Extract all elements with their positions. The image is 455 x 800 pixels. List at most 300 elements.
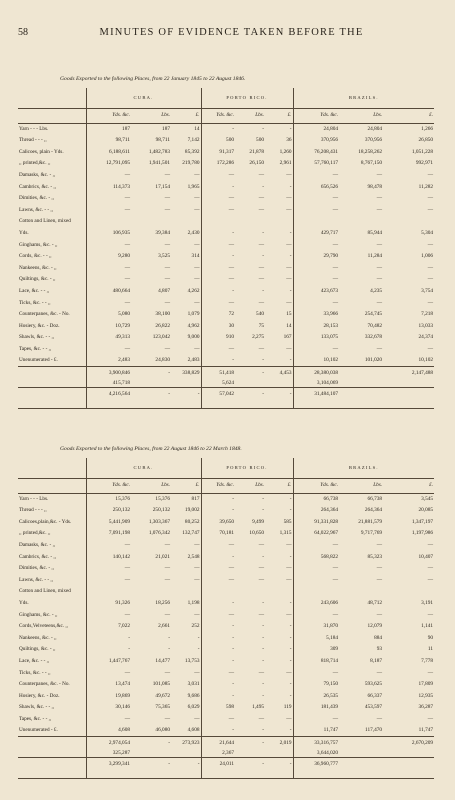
total-cell: [171, 379, 201, 388]
export-table-1845-1846: [18, 88, 434, 409]
table-cell: 9,686: [187, 692, 200, 699]
table-cell: -: [201, 656, 235, 668]
table-row: [18, 205, 434, 217]
table-cell: 48,712: [367, 599, 383, 606]
total-cell: -: [235, 367, 265, 379]
unit-heading: £.: [171, 479, 201, 494]
table-cell: -: [262, 287, 264, 294]
table-row: [18, 297, 434, 309]
table-cell: 1,315: [279, 530, 292, 537]
table-cell: 12,935: [418, 692, 434, 699]
table-cell: 370,956: [293, 135, 339, 147]
table-row: [18, 505, 434, 517]
table-row: [18, 309, 434, 321]
table-cell: —: [164, 611, 170, 618]
table-cell: [201, 216, 235, 228]
table-row: [18, 228, 434, 240]
table-cell: —: [427, 299, 434, 306]
table-row: [18, 598, 434, 610]
table-row: [18, 124, 434, 136]
totals-row: [18, 388, 434, 400]
table-cell: 18,256: [155, 599, 170, 606]
table-cell: -: [201, 494, 235, 506]
table-row: [18, 679, 434, 691]
unit-heading: Yds. &c.: [201, 479, 235, 494]
place-heading: PORTO RICO.: [201, 88, 293, 109]
table-cell: -: [201, 505, 235, 517]
table-cell: 1,198: [187, 599, 200, 606]
table-cell: —: [164, 565, 170, 572]
unit-heading: Lbs.: [235, 479, 265, 494]
table-cell: -: [197, 646, 200, 653]
row-label: Quiltings, &c. - ,,: [19, 276, 56, 283]
total-cell: 3,644,020: [293, 749, 339, 758]
table-cell: —: [194, 241, 200, 248]
table-cell: 101,085: [152, 681, 170, 688]
totals-row: [18, 367, 434, 379]
table-cell: 39,384: [155, 229, 170, 236]
row-label: Hosiery, &c. - Doz.: [19, 322, 60, 329]
table-cell: 4,807: [158, 287, 170, 294]
table-cell: —: [286, 715, 292, 722]
table-cell: 370,956: [364, 137, 383, 144]
table-cell: —: [376, 172, 383, 179]
table-cell: 4,962: [187, 322, 200, 329]
row-label: ,, printed,&c. ,,: [19, 160, 51, 167]
row-label: Thread - - - ,,: [19, 137, 47, 144]
table-cell: —: [201, 540, 235, 552]
table-cell: —: [86, 170, 131, 182]
table-cell: —: [293, 563, 339, 575]
total-cell: -: [235, 758, 265, 770]
table-cell: —: [293, 714, 339, 726]
table-cell: —: [258, 206, 264, 213]
total-cell: 273,923: [171, 737, 201, 749]
table-cell: 2,430: [187, 229, 200, 236]
table-cell: 36: [286, 137, 292, 144]
table-row: [18, 621, 434, 633]
table-cell: 500: [201, 135, 235, 147]
row-label: Cotton and Linen, mixed: [19, 218, 71, 225]
table-row: [18, 517, 434, 529]
table-cell: —: [427, 206, 434, 213]
table-cell: -: [201, 644, 235, 656]
table-cell: —: [86, 274, 131, 286]
table-cell: 593,625: [364, 681, 383, 688]
table-cell: —: [293, 263, 339, 275]
row-label: Tapes, &c. - - ,,: [19, 715, 52, 722]
table-cell: —: [258, 611, 264, 618]
unit-heading: Yds. &c.: [86, 479, 131, 494]
table-cell: 10,650: [249, 530, 264, 537]
table-cell: —: [201, 667, 235, 679]
table-cell: 3,754: [421, 287, 434, 294]
table-cell: 36,287: [418, 704, 434, 711]
total-cell: [383, 749, 434, 758]
table-cell: —: [194, 206, 200, 213]
table-cell: -: [289, 623, 292, 630]
total-cell: 2,974,054: [86, 737, 131, 749]
row-label: Cords, &c. - - ,,: [19, 253, 52, 260]
table-cell: -: [86, 633, 131, 645]
table-cell: —: [201, 575, 235, 587]
table-cell: 9,717,769: [360, 530, 383, 537]
table-cell: —: [86, 344, 131, 356]
table-cell: -: [289, 507, 292, 514]
table-cell: —: [194, 669, 200, 676]
export-table-1846-1848: [18, 458, 434, 779]
table-cell: 3,191: [421, 599, 434, 606]
table-cell: 30,146: [86, 702, 131, 714]
table-row: [18, 691, 434, 703]
table-cell: —: [376, 565, 383, 572]
table-cell: —: [258, 715, 264, 722]
table-cell: -: [289, 287, 292, 294]
table-cell: 11,747: [293, 725, 339, 737]
table-cell: 2,548: [187, 553, 200, 560]
table-cell: 14: [286, 322, 292, 329]
table-cell: —: [376, 576, 383, 583]
total-cell: -: [131, 758, 171, 770]
table-cell: 31,870: [293, 621, 339, 633]
table-row: [18, 216, 434, 228]
table-cell: —: [194, 172, 200, 179]
row-label: Counterpanes, &c. - No.: [19, 311, 70, 318]
row-label: Cotton and Linen, mixed: [19, 588, 71, 595]
unit-heading: £.: [171, 109, 201, 124]
table-cell: —: [164, 715, 170, 722]
total-cell: 33,316,757: [293, 737, 339, 749]
total-cell: -: [171, 388, 201, 400]
table-row: [18, 667, 434, 679]
table-cell: 9,000: [187, 334, 200, 341]
table-cell: —: [376, 195, 383, 202]
table-row: [18, 494, 434, 506]
table-cell: [131, 216, 171, 228]
table-cell: -: [201, 633, 235, 645]
table-cell: —: [86, 609, 131, 621]
total-cell: -: [235, 388, 265, 400]
units-row: [18, 479, 434, 494]
table-cell: 5,080: [86, 309, 131, 321]
table-cell: -: [201, 286, 235, 298]
table-cell: [235, 216, 265, 228]
table-cell: 85,323: [367, 553, 383, 560]
table-cell: -: [289, 253, 292, 260]
table-cell: 13,474: [86, 679, 131, 691]
table-cell: [86, 586, 131, 598]
row-label: Yds.: [19, 230, 29, 237]
table-cell: 26,822: [155, 322, 170, 329]
table-cell: 11,747: [418, 727, 434, 734]
table-cell: —: [164, 264, 170, 271]
table-cell: 2,483: [86, 355, 131, 367]
table-cell: —: [86, 540, 131, 552]
table-cell: -: [262, 183, 264, 190]
table-row: [18, 714, 434, 726]
table-cell: —: [86, 563, 131, 575]
table-cell: 75,365: [155, 704, 170, 711]
total-cell: 2,147,488: [383, 367, 434, 379]
table-cell: —: [194, 715, 200, 722]
table-cell: 5,441,909: [86, 517, 131, 529]
row-label: Cords,Velveteens,&c. ,,: [19, 623, 68, 630]
table-cell: —: [86, 714, 131, 726]
table-cell: [339, 216, 383, 228]
table-cell: 5,184: [293, 633, 339, 645]
table-cell: -: [262, 599, 264, 606]
table-row: [18, 586, 434, 598]
row-label: Hosiery, &c. - Doz.: [19, 692, 60, 699]
row-label: Lace, &c. - - ,,: [19, 288, 50, 294]
row-label: Ginghams, &c. - ,,: [19, 241, 58, 248]
total-cell: 2,019: [265, 737, 293, 749]
table-cell: -: [262, 657, 264, 664]
table-cell: 64,022,967: [293, 528, 339, 540]
table-cell: 91,317: [201, 147, 235, 159]
table-cell: 2,275: [252, 334, 264, 341]
running-title: MINUTES OF EVIDENCE TAKEN BEFORE THE: [99, 27, 364, 38]
table-cell: —: [286, 576, 292, 583]
table-cell: —: [427, 172, 434, 179]
table-cell: 181,439: [293, 702, 339, 714]
table-cell: 9,499: [252, 518, 264, 525]
table-cell: 17,154: [155, 183, 170, 190]
table-cell: -: [289, 646, 292, 653]
table-cell: —: [258, 542, 264, 549]
table-row: [18, 633, 434, 645]
table-cell: —: [258, 195, 264, 202]
totals-row: [18, 758, 434, 770]
table-cell: 7,218: [421, 311, 434, 318]
row-label: Calicoes, plain - Yds.: [19, 148, 64, 155]
total-cell: -: [265, 388, 293, 400]
total-cell: 21,644: [201, 737, 235, 749]
table-row: [18, 575, 434, 587]
table-cell: 39,650: [201, 517, 235, 529]
table-cell: -: [262, 681, 264, 688]
table-row: [18, 344, 434, 356]
table-cell: 133,075: [293, 332, 339, 344]
table-cell: 10,102: [293, 355, 339, 367]
table-cell: 1,076,342: [148, 530, 170, 537]
table-cell: [265, 216, 293, 228]
table-cell: —: [86, 297, 131, 309]
table-cell: -: [201, 598, 235, 610]
table-cell: 1,266: [421, 125, 434, 132]
table-cell: —: [293, 205, 339, 217]
table-cell: 252: [191, 623, 200, 630]
table-cell: —: [286, 172, 292, 179]
table-cell: 29,790: [293, 251, 339, 263]
table-cell: 76,208,431: [293, 147, 339, 159]
table-cell: —: [201, 274, 235, 286]
table-cell: -: [201, 679, 235, 691]
table-cell: —: [86, 193, 131, 205]
table-cell: -: [262, 229, 264, 236]
table-cell: 30: [201, 321, 235, 333]
row-label: Dimities, &c. - ,,: [19, 565, 55, 572]
table-cell: 8,767,150: [360, 160, 383, 167]
table-cell: —: [293, 344, 339, 356]
table-cell: —: [293, 239, 339, 251]
total-cell: -: [235, 737, 265, 749]
table-cell: —: [258, 299, 264, 306]
total-cell: [131, 379, 171, 388]
unit-heading: Lbs.: [131, 109, 171, 124]
table-cell: —: [164, 172, 170, 179]
table-cell: 140,142: [86, 551, 131, 563]
table-cell: 70,482: [367, 322, 383, 329]
table-cell: 585: [283, 518, 292, 525]
table-cell: 19,002: [184, 507, 200, 514]
row-label: Yarn - - - Lbs.: [19, 495, 49, 502]
table-cell: 91,331,828: [293, 517, 339, 529]
table-cell: -: [201, 251, 235, 263]
table-cell: —: [258, 241, 264, 248]
total-cell: -: [131, 388, 171, 400]
table-cell: —: [427, 611, 434, 618]
table-cell: 20,085: [418, 507, 434, 514]
table-cell: —: [86, 239, 131, 251]
total-cell: [383, 388, 434, 400]
table-cell: 8,187: [370, 657, 383, 664]
table-cell: —: [376, 345, 383, 352]
table-cell: 7,022: [86, 621, 131, 633]
table-cell: —: [293, 274, 339, 286]
table-cell: —: [86, 263, 131, 275]
table-cell: 123,042: [152, 334, 170, 341]
table-cell: 91,326: [86, 598, 131, 610]
place-heading: BRAZILS.: [293, 458, 434, 479]
table-cell: 98,478: [367, 183, 383, 190]
table-row: [18, 563, 434, 575]
table-cell: —: [194, 345, 200, 352]
table-cell: —: [258, 576, 264, 583]
table-cell: 480,664: [86, 286, 131, 298]
table-cell: 254,745: [364, 311, 383, 318]
table-cell: 910: [201, 332, 235, 344]
unit-heading: Lbs.: [131, 479, 171, 494]
table-cell: 568,822: [293, 551, 339, 563]
table-row: [18, 181, 434, 193]
table-cell: 9,280: [86, 251, 131, 263]
table-row: [18, 609, 434, 621]
table-cell: 4,262: [187, 287, 200, 294]
table-cell: —: [201, 563, 235, 575]
table-cell: -: [289, 692, 292, 699]
table-cell: 4,608: [187, 727, 200, 734]
table-cell: 66,738: [293, 494, 339, 506]
table-cell: —: [164, 299, 170, 306]
table-cell: —: [194, 264, 200, 271]
table-cell: 106,935: [86, 228, 131, 240]
unit-heading: Yds. &c.: [201, 109, 235, 124]
unit-heading: £.: [383, 479, 434, 494]
units-row: [18, 109, 434, 124]
table-cell: —: [293, 667, 339, 679]
table-cell: 132,747: [182, 530, 200, 537]
table-cell: —: [427, 576, 434, 583]
table-cell: [383, 586, 434, 598]
unit-heading: Yds. &c.: [293, 479, 339, 494]
table-row: [18, 193, 434, 205]
table-row: [18, 158, 434, 170]
table-cell: -: [168, 634, 170, 641]
table-row: [18, 251, 434, 263]
table-row: [18, 286, 434, 298]
table-cell: -: [262, 692, 264, 699]
row-label: Counterpanes, &c. - No.: [19, 681, 70, 688]
table-cell: 1,495: [252, 704, 264, 711]
table-cell: 70,181: [201, 528, 235, 540]
table-cell: —: [258, 669, 264, 676]
table-cell: 1,051,228: [411, 148, 434, 155]
table-cell: 49,672: [155, 692, 170, 699]
row-label: Damasks, &c. - ,,: [19, 542, 56, 549]
row-label: Lawns, &c. - - ,,: [19, 576, 53, 583]
table-cell: -: [289, 183, 292, 190]
table-cell: 2,961: [279, 160, 292, 167]
table-cell: [86, 216, 131, 228]
unit-heading: Yds. &c.: [293, 109, 339, 124]
unit-heading: Lbs.: [339, 479, 383, 494]
table-cell: 3,031: [187, 681, 200, 688]
table-cell: —: [376, 611, 383, 618]
table-cell: 1,347,197: [411, 518, 434, 525]
place-heading: BRAZILS.: [293, 88, 434, 109]
row-label: Unenumerated - £.: [19, 727, 58, 734]
table-cell: —: [201, 609, 235, 621]
total-cell: 36,960,777: [293, 758, 339, 770]
table-cell: —: [194, 276, 200, 283]
table-cell: —: [164, 276, 170, 283]
table-cell: 4,608: [86, 725, 131, 737]
table-cell: 46,080: [155, 727, 170, 734]
table-cell: 656,526: [293, 181, 339, 193]
table-cell: 1,941,501: [148, 160, 170, 167]
table-cell: 309: [293, 644, 339, 656]
table-row: [18, 147, 434, 159]
total-cell: [131, 749, 171, 758]
table-cell: —: [201, 193, 235, 205]
row-label: ,, printed,&c. ,,: [19, 530, 51, 537]
table-cell: 1,141: [421, 623, 434, 630]
table-cell: 264,364: [364, 507, 383, 514]
table-cell: [265, 586, 293, 598]
table-cell: —: [427, 276, 434, 283]
table-cell: -: [201, 181, 235, 193]
table-row: [18, 355, 434, 367]
table-cell: 10,407: [418, 553, 434, 560]
table-cell: —: [286, 611, 292, 618]
table-cell: —: [258, 565, 264, 572]
table-cell: -: [201, 725, 235, 737]
table-cell: —: [194, 565, 200, 572]
table-cell: —: [86, 205, 131, 217]
table-cell: -: [289, 681, 292, 688]
table-row: [18, 656, 434, 668]
table-cell: 17,809: [418, 681, 434, 688]
table-cell: —: [201, 714, 235, 726]
total-cell: 51,418: [201, 367, 235, 379]
table-cell: 187: [162, 125, 170, 132]
table-cell: —: [258, 264, 264, 271]
table-cell: -: [262, 553, 264, 560]
table-cell: —: [376, 542, 383, 549]
table-cell: 93: [376, 646, 383, 653]
total-cell: 4,453: [265, 367, 293, 379]
